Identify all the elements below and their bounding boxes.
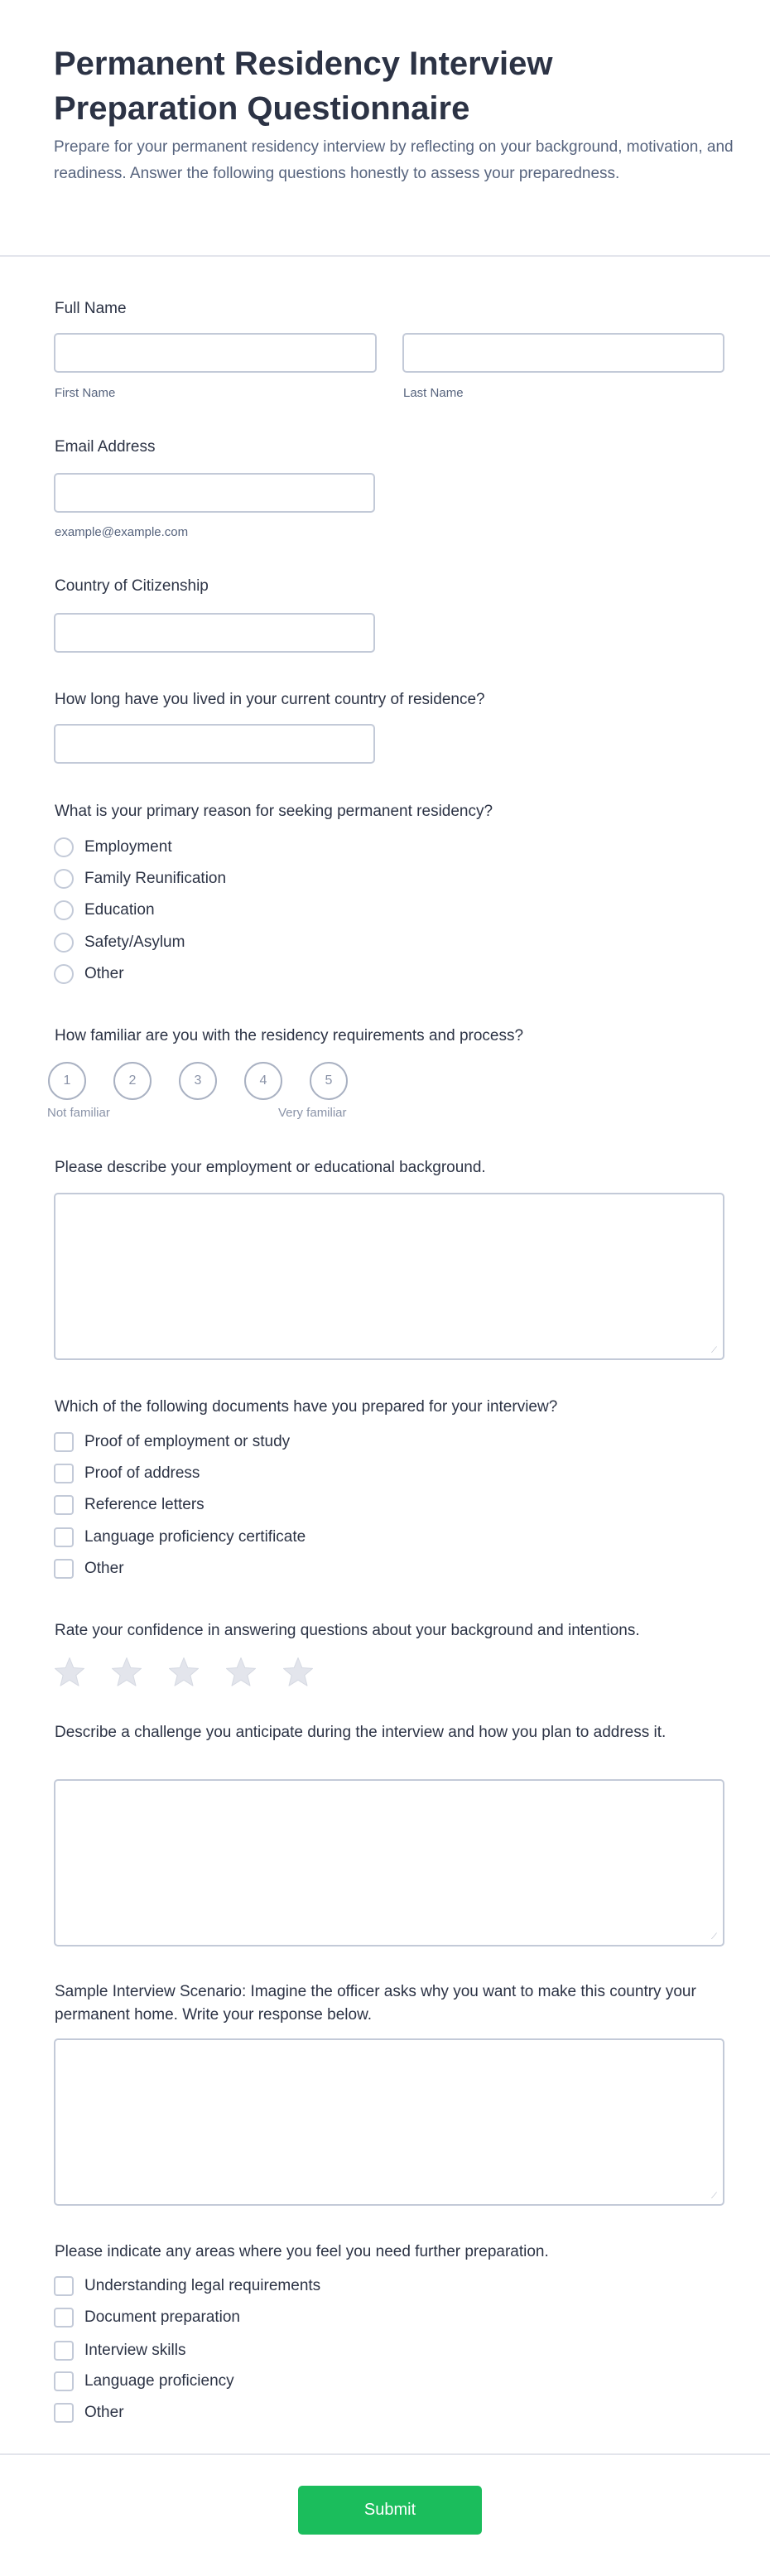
reason-option[interactable] <box>54 962 124 987</box>
option-label: Other <box>84 1560 124 1577</box>
checkbox[interactable] <box>54 1464 74 1483</box>
scale-option-1[interactable]: 1 <box>48 1062 86 1100</box>
checkbox[interactable] <box>54 2276 74 2296</box>
confidence-label: Rate your confidence in answering questions about your background and intentions. <box>55 1622 640 1639</box>
reason-option[interactable] <box>54 930 185 955</box>
radio-button[interactable] <box>54 964 74 984</box>
header-divider <box>0 255 770 257</box>
reason-option[interactable] <box>54 898 155 923</box>
option-label: Proof of employment or study <box>84 1433 291 1450</box>
reason-option[interactable] <box>54 866 226 891</box>
checkbox[interactable] <box>54 2341 74 2361</box>
page-title: Permanent Residency Interview Preparation Questionnaire <box>54 46 553 127</box>
option-label: Language proficiency <box>84 2372 234 2390</box>
documents-option[interactable] <box>54 1493 205 1517</box>
radio-button[interactable] <box>54 900 74 920</box>
checkbox[interactable] <box>54 2403 74 2423</box>
areas-option[interactable] <box>54 2338 185 2363</box>
option-label: Other <box>84 2404 124 2421</box>
country-input[interactable] <box>54 613 375 653</box>
scenario-textarea[interactable] <box>54 2038 724 2206</box>
scale-min-label: Not familiar <box>47 1106 110 1120</box>
first-name-input[interactable] <box>54 333 377 373</box>
resize-handle-icon[interactable]: ⟋ <box>711 1346 717 1355</box>
star-rating-icon[interactable] <box>167 1656 200 1689</box>
star-rating-icon[interactable] <box>53 1656 86 1689</box>
scale-option-2[interactable]: 2 <box>113 1062 152 1100</box>
checkbox[interactable] <box>54 2371 74 2391</box>
option-label: Family Reunification <box>84 870 227 887</box>
option-label: Proof of address <box>84 1464 200 1482</box>
challenge-textarea[interactable] <box>54 1779 724 1946</box>
last-name-sublabel: Last Name <box>403 386 464 400</box>
country-label: Country of Citizenship <box>55 577 209 595</box>
full-name-label: Full Name <box>55 300 127 317</box>
option-label: Employment <box>84 838 172 856</box>
documents-option[interactable] <box>54 1461 200 1486</box>
option-label: Other <box>84 965 124 982</box>
email-input[interactable] <box>54 473 375 513</box>
areas-label: Please indicate any areas where you feel you need further preparation. <box>55 2243 549 2260</box>
documents-option[interactable] <box>54 1430 290 1454</box>
documents-option[interactable] <box>54 1525 306 1550</box>
scale-option-5[interactable]: 5 <box>310 1062 348 1100</box>
documents-option[interactable] <box>54 1556 124 1581</box>
challenge-label: Describe a challenge you anticipate during the interview and how you plan to address it. <box>55 1724 667 1741</box>
areas-option[interactable] <box>54 2274 320 2299</box>
email-sublabel: example@example.com <box>55 525 189 539</box>
radio-button[interactable] <box>54 933 74 953</box>
background-textarea[interactable] <box>54 1193 724 1360</box>
radio-button[interactable] <box>54 837 74 857</box>
option-label: Understanding legal requirements <box>84 2277 321 2294</box>
option-label: Language proficiency certificate <box>84 1528 306 1546</box>
star-rating-icon[interactable] <box>110 1656 143 1689</box>
scale-max-label: Very familiar <box>278 1106 347 1120</box>
first-name-sublabel: First Name <box>55 386 116 400</box>
background-label: Please describe your employment or educational background. <box>55 1159 486 1176</box>
scenario-label: Sample Interview Scenario: Imagine the officer asks why you want to make this country your permanent home. Write your response below. <box>55 1983 696 2024</box>
page-description: Prepare for your permanent residency interview by reflecting on your background, motivation, and readiness. Answer the following questions honestly to assess your preparedness. <box>54 138 734 182</box>
reason-option[interactable] <box>54 835 172 860</box>
checkbox[interactable] <box>54 1559 74 1579</box>
checkbox[interactable] <box>54 2308 74 2328</box>
duration-label: How long have you lived in your current country of residence? <box>55 691 485 708</box>
scale-option-4[interactable]: 4 <box>244 1062 282 1100</box>
option-label: Education <box>84 901 155 919</box>
areas-option[interactable] <box>54 2400 124 2425</box>
checkbox[interactable] <box>54 1432 74 1452</box>
last-name-input[interactable] <box>402 333 724 373</box>
option-label: Safety/Asylum <box>84 933 185 951</box>
resize-handle-icon[interactable]: ⟋ <box>711 2192 717 2201</box>
familiarity-label: How familiar are you with the residency requirements and process? <box>55 1027 524 1044</box>
submit-button[interactable]: Submit <box>298 2486 482 2535</box>
email-label: Email Address <box>55 438 156 456</box>
scale-option-3[interactable]: 3 <box>179 1062 217 1100</box>
reason-label: What is your primary reason for seeking permanent residency? <box>55 803 493 820</box>
areas-option[interactable] <box>54 2305 240 2330</box>
option-label: Interview skills <box>84 2342 186 2359</box>
star-rating-icon[interactable] <box>282 1656 315 1689</box>
radio-button[interactable] <box>54 869 74 889</box>
resize-handle-icon[interactable]: ⟋ <box>711 1932 717 1942</box>
checkbox[interactable] <box>54 1527 74 1547</box>
areas-option[interactable] <box>54 2369 234 2394</box>
star-rating-icon[interactable] <box>224 1656 257 1689</box>
checkbox[interactable] <box>54 1495 74 1515</box>
duration-input[interactable] <box>54 724 375 764</box>
footer-divider <box>0 2453 770 2455</box>
option-label: Reference letters <box>84 1496 205 1513</box>
option-label: Document preparation <box>84 2308 240 2326</box>
documents-label: Which of the following documents have you prepared for your interview? <box>55 1398 558 1416</box>
